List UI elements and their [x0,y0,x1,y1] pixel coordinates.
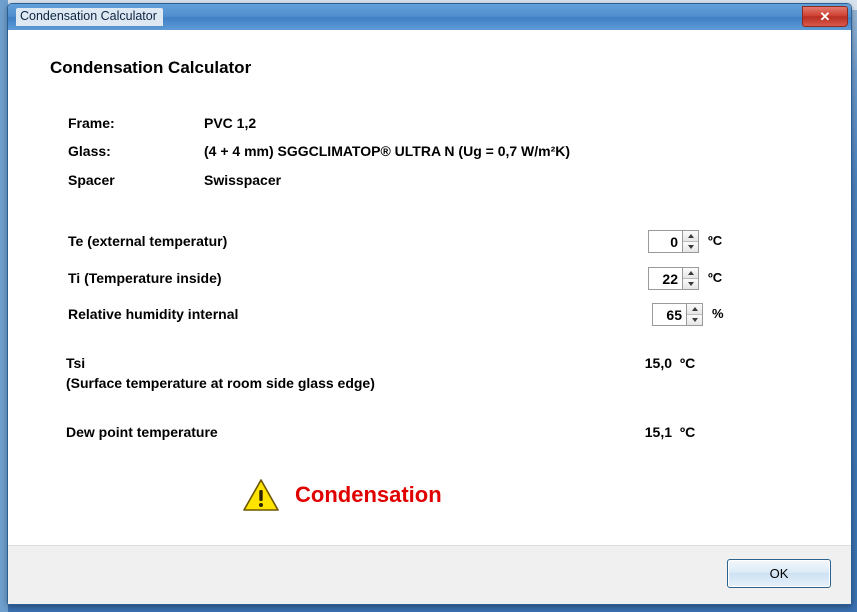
spec-row-frame [68,115,256,131]
input-row-inside-temperature [68,267,758,291]
window-titlebar[interactable] [8,4,851,31]
spinner-down-icon-inside-temperature[interactable] [683,279,698,289]
window-client-area [8,30,851,604]
ok-button[interactable]: OK [727,559,831,588]
label-relative-humidity: Relative humidity internal [68,306,239,322]
spinner-up-icon-external-temperature[interactable] [683,231,698,242]
close-button[interactable]: ✕ [802,6,848,27]
page-title: Condensation Calculator [50,58,252,77]
spec-label-spacer: Spacer [68,172,115,188]
spinner-buttons-inside-temperature[interactable] [682,267,699,290]
condensation-calculator-window [7,3,852,605]
label-tsi-description: (Surface temperature at room side glass edge) [66,375,375,391]
warning-triangle-icon [243,478,279,512]
spec-value-spacer: Swisspacer [204,172,282,188]
input-inside-temperature[interactable] [648,267,682,290]
spinner-up-icon-relative-humidity[interactable] [687,304,702,315]
spec-value-glass: (4 + 4 mm) SGGCLIMATOP® ULTRA N (Ug = 0,7 W/m²K) [204,143,571,159]
spec-row-spacer [68,172,281,188]
dialog-content [8,30,851,546]
spec-row-glass [68,143,570,159]
spinner-down-icon-relative-humidity[interactable] [687,315,702,325]
unit-dew-point: ºC [680,424,696,440]
condensation-warning [243,478,442,512]
dialog-footer [8,545,851,604]
input-row-relative-humidity [68,303,758,327]
spec-label-glass: Glass: [68,143,111,159]
input-relative-humidity[interactable] [652,303,686,326]
spec-value-frame: PVC 1,2 [204,115,257,131]
spinner-buttons-relative-humidity[interactable] [686,303,703,326]
spinner-up-icon-inside-temperature[interactable] [683,268,698,279]
spinner-buttons-external-temperature[interactable] [682,230,699,253]
unit-tsi: ºC [680,355,696,371]
spec-label-frame: Frame: [68,115,115,131]
spinner-down-icon-external-temperature[interactable] [683,242,698,252]
value-tsi: 15,0 [644,355,672,371]
unit-relative-humidity: % [712,306,724,321]
label-inside-temperature: Ti (Temperature inside) [68,270,222,286]
label-tsi: Tsi [66,355,86,371]
value-dew-point: 15,1 [644,424,672,440]
condensation-warning-text: Condensation [295,482,442,507]
label-external-temperature: Te (external temperatur) [68,233,228,249]
spinner-external-temperature[interactable] [648,230,699,253]
spinner-relative-humidity[interactable] [652,303,703,326]
input-row-external-temperature [68,230,758,254]
label-dew-point: Dew point temperature [66,424,218,440]
unit-inside-temperature: ºC [708,270,723,285]
unit-external-temperature: ºC [708,233,723,248]
window-title: Condensation Calculator [16,8,163,26]
input-external-temperature[interactable] [648,230,682,253]
spinner-inside-temperature[interactable] [648,267,699,290]
